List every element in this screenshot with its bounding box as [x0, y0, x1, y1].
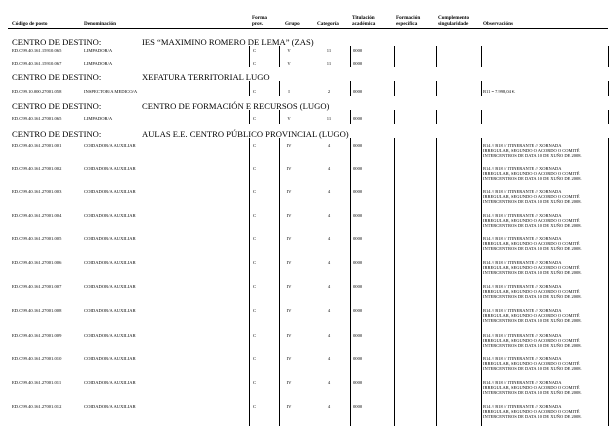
denominacion-cell: COIDADOR/A AUXILIAR: [84, 308, 136, 313]
column-rule: [481, 138, 482, 426]
column-rule: [249, 138, 250, 426]
denominacion-cell: COIDADOR/A AUXILIAR: [84, 213, 136, 218]
observacions-line: B14 // B18 // ITINERANTE // XORNADA: [483, 356, 562, 361]
column-rule: [350, 81, 351, 96]
forma-cell: C: [253, 48, 257, 53]
forma-cell: C: [253, 61, 257, 66]
observacions-line: INTERCENTROS DE DATA 10 DE XUÑO DE 2008.: [483, 270, 582, 276]
header-complemento-line1: Complemento: [438, 15, 470, 21]
observacions-cell: [483, 308, 609, 324]
section-name: CENTRO DE FORMACIÓN E RECURSOS (LUGO): [142, 101, 330, 111]
observacions-line: INTERCENTROS DE DATA 10 DE XUÑO DE 2008.: [483, 366, 582, 372]
column-rule: [608, 46, 609, 67]
observacions-line: IRREGULAR, SEGUNDO O ACORDO O COMITÉ: [483, 385, 580, 391]
column-rule: [394, 110, 395, 124]
denominacion-cell: COIDADOR/A AUXILIAR: [84, 166, 136, 171]
codigo-cell: ED.C99.40.161.27001.010: [12, 356, 62, 361]
codigo-cell: ED.C99.40.161.27001.012: [12, 404, 62, 409]
categoria-cell: 4: [327, 380, 331, 385]
codigo-cell: ED.C99.40.161.27001.065: [12, 116, 62, 121]
column-rule: [279, 46, 280, 67]
observacions-line: IRREGULAR, SEGUNDO O ACORDO O COMITÉ: [483, 313, 580, 319]
forma-cell: C: [253, 89, 257, 94]
grupo-cell: IV: [286, 189, 292, 194]
titulacion-cell: 0000: [353, 89, 363, 94]
forma-cell: C: [253, 380, 257, 385]
forma-cell: C: [253, 333, 257, 338]
section-header: [12, 37, 314, 47]
observacions-line: B14 // B18 // ITINERANTE // XORNADA: [483, 236, 562, 241]
observacions-cell: [483, 166, 609, 182]
denominacion-cell: COIDADOR/A AUXILIAR: [84, 260, 136, 265]
codigo-cell: ED.C99.40.161.15910.065: [12, 48, 62, 53]
forma-cell: C: [253, 189, 257, 194]
forma-cell: C: [253, 166, 257, 171]
observacions-line: B14 // B18 // ITINERANTE // XORNADA: [483, 213, 562, 218]
observacions-line: B14 // B18 // ITINERANTE // XORNADA: [483, 404, 562, 409]
grupo-cell: IV: [286, 333, 292, 338]
forma-cell: C: [253, 116, 257, 121]
observacions-cell: [483, 89, 609, 94]
header-titulacion-line2: académica: [352, 21, 376, 27]
section-label: CENTRO DE DESTINO:: [12, 129, 102, 139]
column-rule: [394, 138, 395, 426]
categoria-cell: 4: [327, 356, 331, 361]
header-forma-line1: Forma: [252, 15, 267, 21]
observacions-cell: [483, 380, 609, 396]
column-rule: [249, 110, 250, 124]
categoria-cell: 4: [327, 404, 331, 409]
titulacion-cell: 0000: [353, 61, 363, 66]
column-rule: [436, 81, 437, 96]
observacions-cell: [483, 284, 609, 300]
observacions-line: IRREGULAR, SEGUNDO O ACORDO O COMITÉ: [483, 194, 580, 200]
header-categoria: Categoría: [317, 21, 339, 27]
categoria-cell: 4: [327, 189, 331, 194]
forma-cell: C: [253, 404, 257, 409]
column-rule: [249, 46, 250, 67]
titulacion-cell: 0000: [353, 189, 363, 194]
grupo-cell: IV: [286, 284, 292, 289]
forma-cell: C: [253, 308, 257, 313]
observacions-line: IRREGULAR, SEGUNDO O ACORDO O COMITÉ: [483, 361, 580, 367]
header-rule: [8, 28, 608, 29]
section-name: IES “MAXIMINO ROMERO DE LEMA” (ZAS): [142, 37, 314, 47]
header-denominacion: Denominación: [84, 21, 116, 27]
observacions-line: INTERCENTROS DE DATA 10 DE XUÑO DE 2008.: [483, 199, 582, 205]
forma-cell: C: [253, 213, 257, 218]
observacions-line: IRREGULAR, SEGUNDO O ACORDO O COMITÉ: [483, 171, 580, 177]
categoria-cell: 4: [327, 143, 331, 148]
forma-cell: C: [253, 260, 257, 265]
observacions-line: IRREGULAR, SEGUNDO O ACORDO O COMITÉ: [483, 148, 580, 154]
observacions-line: IRREGULAR, SEGUNDO O ACORDO O COMITÉ: [483, 338, 580, 344]
denominacion-cell: COIDADOR/A AUXILIAR: [84, 143, 136, 148]
observacions-line: B14 // B18 // ITINERANTE // XORNADA: [483, 308, 562, 313]
titulacion-cell: 0000: [353, 356, 363, 361]
categoria-cell: 2: [327, 89, 331, 94]
codigo-cell: ED.C99.40.161.27001.002: [12, 166, 62, 171]
observacions-line: B14 // B18 // ITINERANTE // XORNADA: [483, 260, 562, 265]
titulacion-cell: 0000: [353, 260, 363, 265]
titulacion-cell: 0000: [353, 284, 363, 289]
observacions-line: INTERCENTROS DE DATA 10 DE XUÑO DE 2008.: [483, 223, 582, 229]
column-rule: [279, 138, 280, 426]
observacions-cell: [483, 143, 609, 159]
observacions-line: IRREGULAR, SEGUNDO O ACORDO O COMITÉ: [483, 241, 580, 247]
observacions-line: IRREGULAR, SEGUNDO O ACORDO O COMITÉ: [483, 265, 580, 271]
grupo-cell: V: [287, 48, 291, 53]
column-rule: [350, 110, 351, 124]
grupo-cell: IV: [286, 356, 292, 361]
observacions-line: B14 // B18 // ITINERANTE // XORNADA: [483, 189, 562, 194]
codigo-cell: ED.C99.40.161.27001.005: [12, 236, 62, 241]
codigo-cell: ED.C99.10.000.27001.058: [12, 89, 62, 94]
codigo-cell: ED.C99.40.161.27001.004: [12, 213, 62, 218]
observacions-line: INTERCENTROS DE DATA 10 DE XUÑO DE 2008.: [483, 294, 582, 300]
header-titulacion-line1: Titulación: [352, 15, 375, 21]
observacions-line: INTERCENTROS DE DATA 10 DE XUÑO DE 2008.: [483, 414, 582, 420]
section-label: CENTRO DE DESTINO:: [12, 37, 102, 47]
categoria-cell: 4: [327, 166, 331, 171]
observacions-line: INTERCENTROS DE DATA 10 DE XUÑO DE 2008.: [483, 176, 582, 182]
observacions-line: INTERCENTROS DE DATA 10 DE XUÑO DE 2008.: [483, 343, 582, 349]
header-codigo: Código de posto: [12, 21, 48, 27]
observacions-line: B14 // B18 // ITINERANTE // XORNADA: [483, 333, 562, 338]
observacions-cell: [483, 333, 609, 349]
denominacion-cell: COIDADOR/A AUXILIAR: [84, 380, 136, 385]
titulacion-cell: 0000: [353, 236, 363, 241]
forma-cell: C: [253, 284, 257, 289]
observacions-cell: [483, 356, 609, 372]
observacions-line: B14 // B18 // ITINERANTE // XORNADA: [483, 284, 562, 289]
categoria-cell: 11: [326, 116, 332, 121]
section-header: [12, 101, 330, 111]
column-rule: [394, 81, 395, 96]
observacions-cell: [483, 260, 609, 276]
observacions-cell: [483, 236, 609, 252]
denominacion-cell: LIMPADOR/A: [84, 61, 113, 66]
grupo-cell: IV: [286, 308, 292, 313]
denominacion-cell: INSPECTOR/A MEDICO/A: [84, 89, 138, 94]
section-name: AULAS E.E. CENTRO PÚBLICO PROVINCIAL (LUGO): [142, 129, 349, 139]
grupo-cell: IV: [286, 166, 292, 171]
titulacion-cell: 0000: [353, 166, 363, 171]
grupo-cell: IV: [286, 404, 292, 409]
observacions-line: B14 // B18 // ITINERANTE // XORNADA: [483, 143, 562, 148]
section-header: [12, 72, 270, 82]
column-rule: [436, 138, 437, 426]
codigo-cell: ED.C99.40.161.27001.001: [12, 143, 62, 148]
denominacion-cell: COIDADOR/A AUXILIAR: [84, 333, 136, 338]
observacions-line: B11 = 7.998,04 €.: [483, 89, 516, 94]
observacions-line: IRREGULAR, SEGUNDO O ACORDO O COMITÉ: [483, 218, 580, 224]
section-label: CENTRO DE DESTINO:: [12, 101, 102, 111]
titulacion-cell: 0000: [353, 404, 363, 409]
column-rule: [279, 110, 280, 124]
categoria-cell: 4: [327, 213, 331, 218]
column-rule: [249, 81, 250, 96]
denominacion-cell: COIDADOR/A AUXILIAR: [84, 284, 136, 289]
section-label: CENTRO DE DESTINO:: [12, 72, 102, 82]
codigo-cell: ED.C99.40.161.27001.009: [12, 333, 62, 338]
forma-cell: C: [253, 236, 257, 241]
column-rule: [350, 46, 351, 67]
header-grupo: Grupo: [285, 21, 300, 27]
forma-cell: C: [253, 356, 257, 361]
denominacion-cell: COIDADOR/A AUXILIAR: [84, 404, 136, 409]
denominacion-cell: COIDADOR/A AUXILIAR: [84, 356, 136, 361]
column-rule: [608, 110, 609, 124]
denominacion-cell: COIDADOR/A AUXILIAR: [84, 189, 136, 194]
categoria-cell: 11: [326, 48, 332, 53]
observacions-cell: [483, 213, 609, 229]
observacions-line: B14 // B18 // ITINERANTE // XORNADA: [483, 166, 562, 171]
categoria-cell: 4: [327, 308, 331, 313]
categoria-cell: 4: [327, 260, 331, 265]
categoria-cell: 4: [327, 284, 331, 289]
column-rule: [481, 110, 482, 124]
denominacion-cell: COIDADOR/A AUXILIAR: [84, 236, 136, 241]
grupo-cell: IV: [286, 213, 292, 218]
grupo-cell: I: [288, 89, 290, 94]
titulacion-cell: 0000: [353, 308, 363, 313]
grupo-cell: IV: [286, 236, 292, 241]
header-forma-line2: prov.: [252, 21, 264, 27]
categoria-cell: 11: [326, 61, 332, 66]
column-rule: [279, 81, 280, 96]
section-name: XEFATURA TERRITORIAL LUGO: [142, 72, 270, 82]
titulacion-cell: 0000: [353, 143, 363, 148]
observacions-line: IRREGULAR, SEGUNDO O ACORDO O COMITÉ: [483, 289, 580, 295]
header-formacion-line2: específica: [396, 21, 418, 27]
column-rule: [481, 81, 482, 96]
forma-cell: C: [253, 143, 257, 148]
titulacion-cell: 0000: [353, 333, 363, 338]
header-formacion-line1: Formación: [396, 15, 421, 21]
titulacion-cell: 0000: [353, 213, 363, 218]
section-header: [12, 129, 349, 139]
titulacion-cell: 0000: [353, 116, 363, 121]
codigo-cell: ED.C99.40.161.27001.007: [12, 284, 62, 289]
categoria-cell: 4: [327, 236, 331, 241]
grupo-cell: IV: [286, 143, 292, 148]
observacions-line: INTERCENTROS DE DATA 10 DE XUÑO DE 2008.: [483, 318, 582, 324]
observacions-line: INTERCENTROS DE DATA 10 DE XUÑO DE 2008.: [483, 246, 582, 252]
header-complemento-line2: singularidade: [438, 21, 469, 27]
titulacion-cell: 0000: [353, 380, 363, 385]
categoria-cell: 4: [327, 333, 331, 338]
codigo-cell: ED.C99.40.161.27001.011: [12, 380, 62, 385]
titulacion-cell: 0000: [353, 48, 363, 53]
observacions-cell: [483, 404, 609, 420]
observacions-cell: [483, 189, 609, 205]
column-rule: [436, 46, 437, 67]
grupo-cell: V: [287, 61, 291, 66]
codigo-cell: ED.C99.40.161.27001.008: [12, 308, 62, 313]
denominacion-cell: LIMPADOR/A: [84, 48, 113, 53]
header-observacions: Observacións: [483, 21, 513, 27]
grupo-cell: IV: [286, 260, 292, 265]
column-rule: [394, 46, 395, 67]
grupo-cell: IV: [286, 380, 292, 385]
observacions-line: INTERCENTROS DE DATA 10 DE XUÑO DE 2008.: [483, 153, 582, 159]
codigo-cell: ED.C99.40.161.15910.067: [12, 61, 62, 66]
column-rule: [436, 110, 437, 124]
codigo-cell: ED.C99.40.161.27001.006: [12, 260, 62, 265]
column-rule: [350, 138, 351, 426]
observacions-line: INTERCENTROS DE DATA 10 DE XUÑO DE 2008.: [483, 390, 582, 396]
observacions-line: IRREGULAR, SEGUNDO O ACORDO O COMITÉ: [483, 409, 580, 415]
observacions-line: B14 // B18 // ITINERANTE // XORNADA: [483, 380, 562, 385]
denominacion-cell: LIMPADOR/A: [84, 116, 113, 121]
grupo-cell: V: [287, 116, 291, 121]
codigo-cell: ED.C99.40.161.27001.003: [12, 189, 62, 194]
column-rule: [481, 46, 482, 67]
